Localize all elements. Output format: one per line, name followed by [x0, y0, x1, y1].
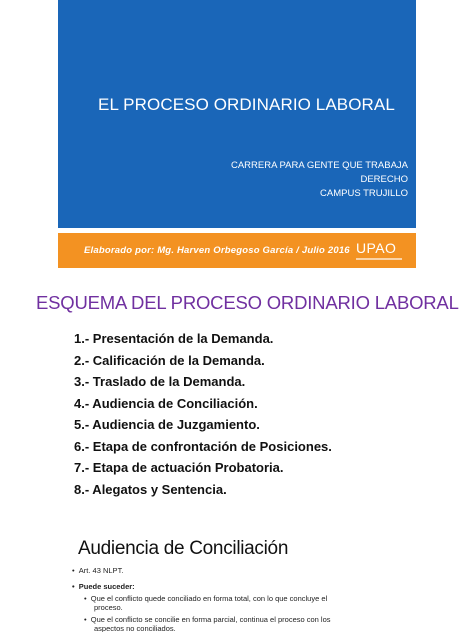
author-bar	[58, 233, 416, 268]
presentation-title: EL PROCESO ORDINARIO LABORAL	[98, 95, 395, 114]
logo-underline	[356, 258, 402, 260]
outline-title: ESQUEMA DEL PROCESO ORDINARIO LABORAL	[36, 292, 459, 313]
conciliation-slide	[58, 530, 416, 632]
title-panel	[58, 0, 416, 228]
subtitle-line-2: DERECHO	[360, 174, 408, 185]
list-item: 3.- Traslado de la Demanda.	[74, 374, 246, 389]
list-item: 5.- Audiencia de Juzgamiento.	[74, 417, 260, 432]
conciliation-title: Audiencia de Conciliación	[78, 538, 289, 559]
sub-bullet-item: • Que el conflicto quede conciliado en forma total, con lo que concluye el	[84, 594, 328, 603]
title-slide	[58, 0, 416, 268]
list-item: 8.- Alegatos y Sentencia.	[74, 481, 227, 497]
bullet-item: • Puede suceder:	[72, 582, 135, 591]
outline-list	[74, 328, 332, 500]
list-item: 6.- Etapa de confrontación de Posiciones.	[74, 438, 332, 454]
list-item: 7.- Etapa de actuación Probatoria.	[74, 460, 284, 475]
list-item: 4.- Audiencia de Conciliación.	[74, 395, 258, 411]
list-item: 1.- Presentación de la Demanda.	[74, 331, 274, 346]
sub-bullet-continuation: aspectos no conciliados.	[94, 624, 176, 632]
sub-bullet-continuation: proceso.	[94, 603, 123, 612]
list-item: 2.- Calificación de la Demanda.	[74, 352, 265, 368]
upao-logo: UPAO	[356, 240, 397, 256]
subtitle-line-1: CARRERA PARA GENTE QUE TRABAJA	[230, 160, 408, 171]
sub-bullet-item: • Que el conflicto se concilie en forma parcial, continua el proceso con los	[84, 615, 331, 624]
outline-slide	[0, 268, 474, 516]
subtitle-line-3: CAMPUS TRUJILLO	[320, 188, 408, 199]
bullet-item: • Art. 43 NLPT.	[72, 566, 124, 575]
author-credit: Elaborado por: Mg. Harven Orbegoso García / Julio 2016	[84, 245, 350, 256]
